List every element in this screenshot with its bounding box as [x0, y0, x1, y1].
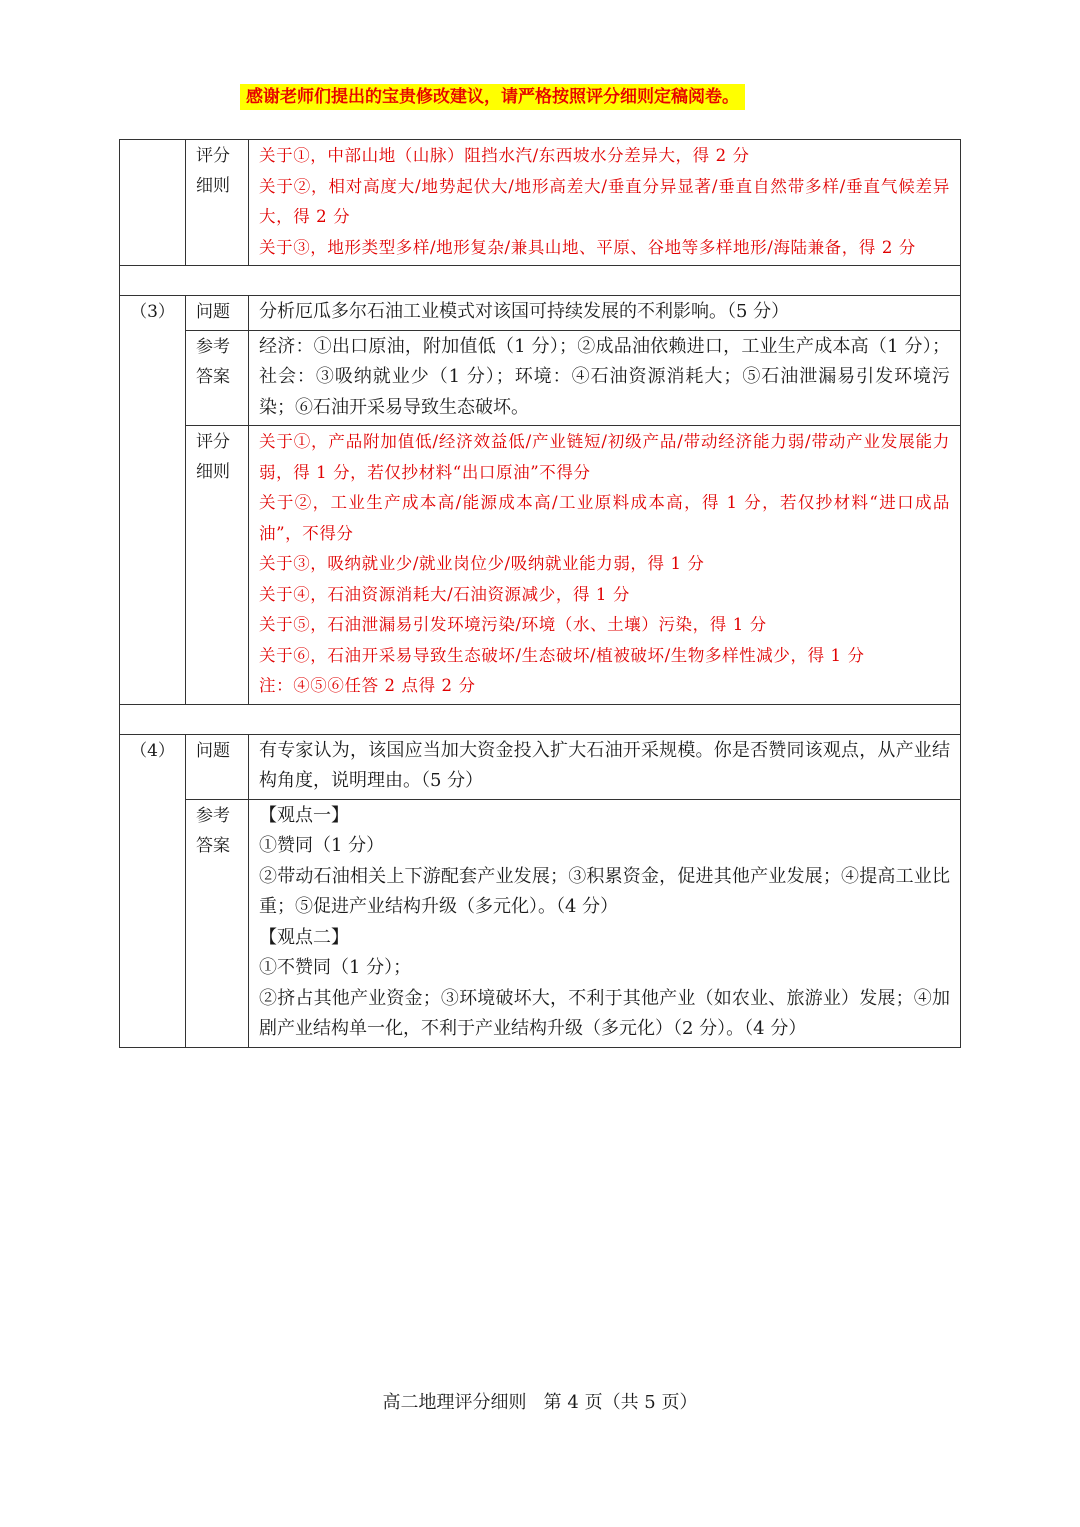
rule-item: 关于③，地形类型多样/地形复杂/兼具山地、平原、谷地等多样地形/海陆兼备，得 2 分 [259, 237, 916, 257]
label-line: 细则 [196, 462, 230, 482]
label-line: 答案 [196, 835, 230, 856]
rule-item: 关于⑤，石油泄漏易引发环境污染/环境（水、土壤）污染，得 1 分 [259, 615, 767, 634]
label-cankao-daan [186, 330, 249, 426]
label-wenti: 问题 [186, 296, 249, 331]
q3-number: （3） [120, 296, 186, 705]
row-q4-question [120, 734, 961, 799]
viewpoint-heading: 【观点二】 [259, 926, 349, 948]
rule-item: 关于③，吸纳就业少/就业岗位少/吸纳就业能力弱，得 1 分 [259, 554, 705, 573]
row-q4-answer [120, 799, 961, 1047]
rule-item: 关于②，工业生产成本高/能源成本高/工业原料成本高，得 1 分，若仅抄材料“进口成品油”，不得分 [259, 493, 950, 543]
grading-notice-banner: 感谢老师们提出的宝贵修改建议，请严格按照评分细则定稿阅卷。 [240, 84, 745, 110]
label-cankao-daan [186, 799, 249, 1047]
q3-rules-text [249, 426, 961, 705]
answer-line: ②挤占其他产业资金；③环境破坏大，不利于其他产业（如农业、旅游业）发展；④加剧产业结构单一化，不利于产业结构升级（多元化）（2 分）。（4 分） [259, 987, 950, 1039]
q3-answer-text: 经济：①出口原油，附加值低（1 分）；②成品油依赖进口，工业生产成本高（1 分）；社会：③吸纳就业少（1 分）；环境：④石油资源消耗大；⑤石油泄漏易引发环境污染；⑥石油开采易导致生态破坏。 [249, 330, 961, 426]
answer-line: ①不赞同（1 分）； [259, 957, 412, 978]
rule-item: 关于④，石油资源消耗大/石油资源减少，得 1 分 [259, 584, 630, 604]
q4-answer-text [249, 799, 961, 1047]
spacer-cell [120, 704, 961, 734]
row-spacer [120, 704, 961, 734]
rule-note: 注：④⑤⑥任答 2 点得 2 分 [259, 676, 476, 695]
rule-item: 关于②，相对高度大/地势起伏大/地形高差大/垂直分异显著/垂直自然带多样/垂直气候差异大，得 2 分 [259, 176, 950, 226]
label-line: 参考 [196, 336, 230, 357]
q4-number: （4） [120, 734, 186, 1047]
page-footer: 高二地理评分细则 第 4 页（共 5 页） [382, 1392, 698, 1413]
rule-item: 关于①，中部山地（山脉）阻挡水汽/东西坡水分差异大，得 2 分 [259, 146, 750, 165]
label-line: 细则 [196, 176, 230, 196]
viewpoint-heading: 【观点一】 [259, 804, 349, 826]
spacer-cell [120, 266, 961, 296]
top-rules-text [249, 140, 961, 266]
label-line: 评分 [196, 146, 230, 166]
row-q3-rules [120, 426, 961, 705]
row-q3-question [120, 296, 961, 331]
grading-table [119, 139, 961, 1048]
answer-line: ①赞同（1 分） [259, 835, 385, 856]
row-spacer [120, 266, 961, 296]
label-line: 评分 [196, 432, 230, 452]
label-wenti: 问题 [186, 734, 249, 799]
row-q3-answer [120, 330, 961, 426]
rule-item: 关于⑥，石油开采易导致生态破坏/生态破坏/植被破坏/生物多样性减少，得 1 分 [259, 645, 865, 665]
answer-line: ②带动石油相关上下游配套产业发展；③积累资金，促进其他产业发展；④提高工业比重；⑤促进产业结构升级（多元化）。（4 分） [259, 865, 950, 917]
label-pingfen-xize [186, 140, 249, 266]
label-line: 参考 [196, 805, 230, 826]
label-pingfen-xize [186, 426, 249, 705]
rule-item: 关于①，产品附加值低/经济效益低/产业链短/初级产品/带动经济能力弱/带动产业发展能力弱，得 1 分，若仅抄材料“出口原油”不得分 [259, 432, 950, 482]
cell-empty-num [120, 140, 186, 266]
label-line: 答案 [196, 366, 230, 387]
q3-question-text: 分析厄瓜多尔石油工业模式对该国可持续发展的不利影响。（5 分） [249, 296, 961, 331]
row-top-rules [120, 140, 961, 266]
q4-question-text: 有专家认为，该国应当加大资金投入扩大石油开采规模。你是否赞同该观点，从产业结构角度，说明理由。（5 分） [249, 734, 961, 799]
